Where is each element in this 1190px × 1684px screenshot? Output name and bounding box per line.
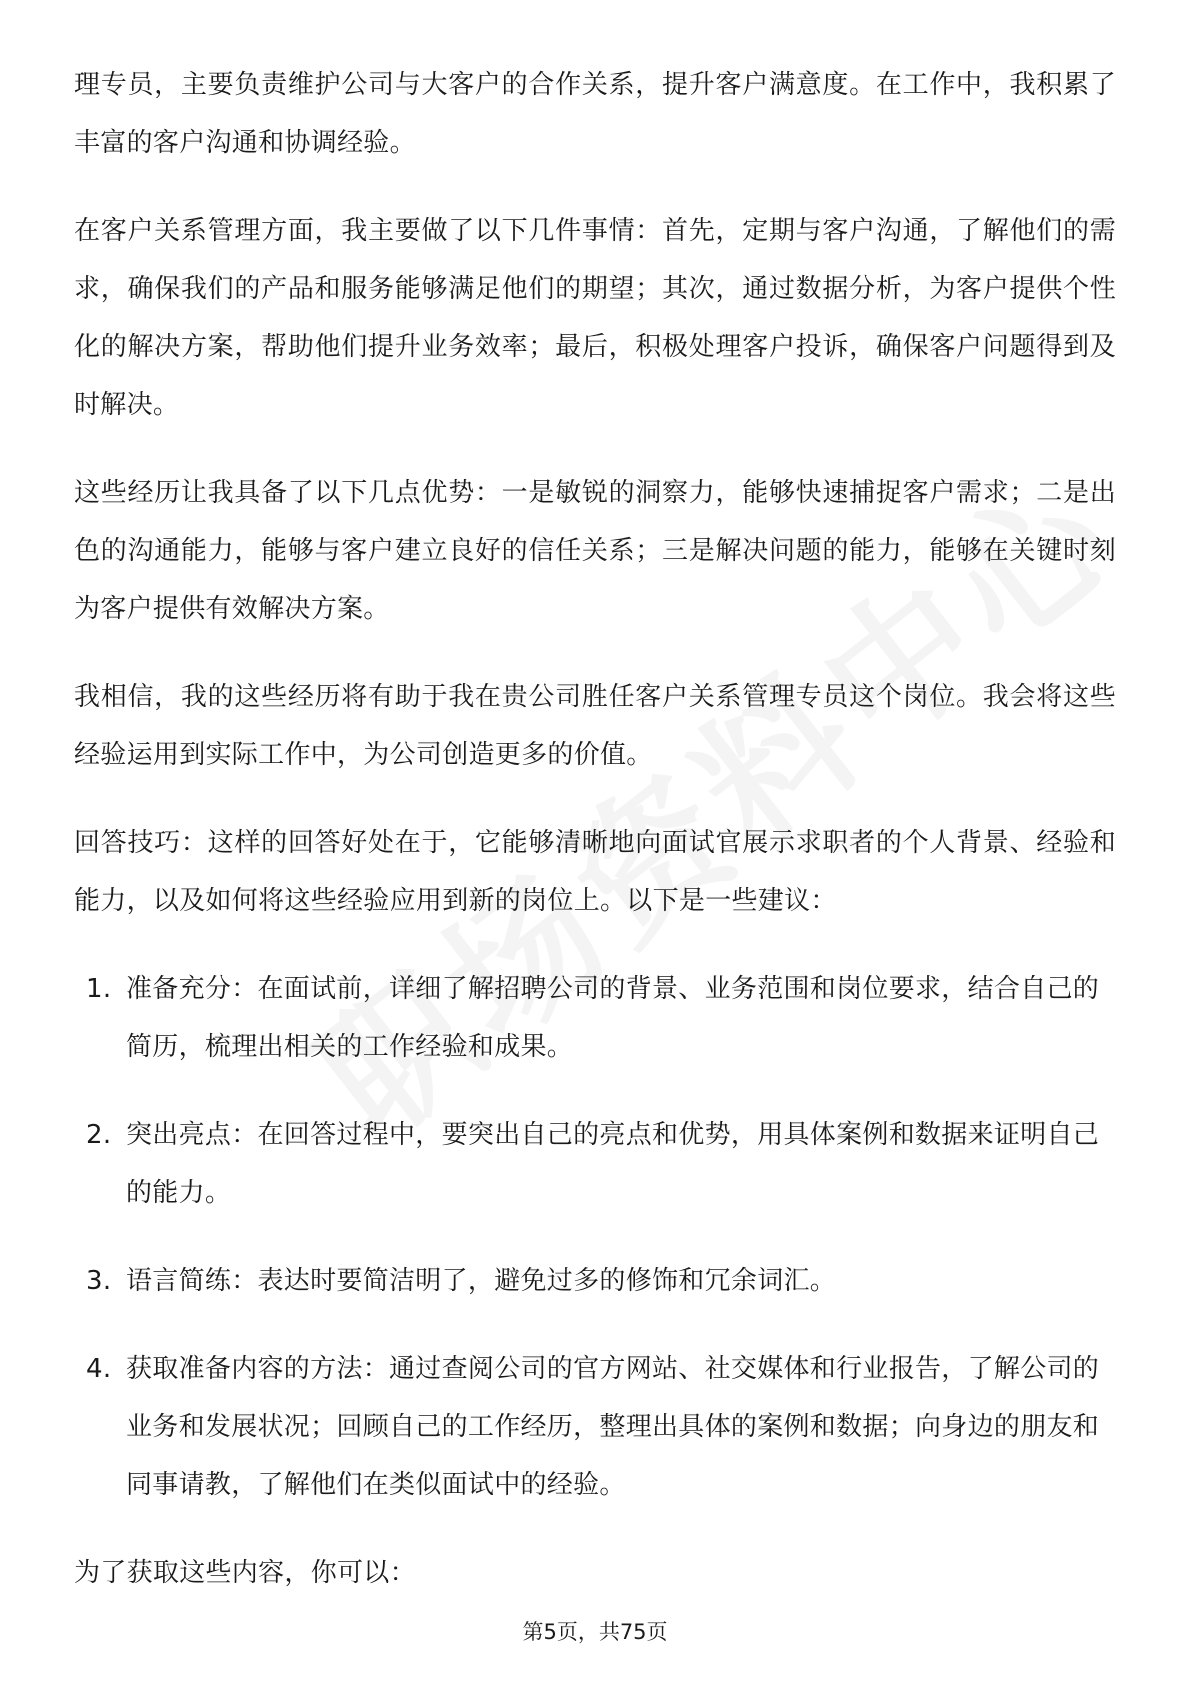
list-item-text: 语言简练：表达时要简洁明了，避免过多的修饰和冗余词汇。 <box>126 1266 837 1296</box>
page-number-footer: 第5页，共75页 <box>522 1620 668 1644</box>
list-item-text: 突出亮点：在回答过程中，要突出自己的亮点和优势，用具体案例和数据来证明自己的能力。 <box>126 1120 1100 1208</box>
list-item-text: 准备充分：在面试前，详细了解招聘公司的背景、业务范围和岗位要求，结合自己的简历，梳理出相关的工作经验和成果。 <box>126 974 1100 1062</box>
document-body <box>74 56 1116 1602</box>
tips-list <box>74 960 1116 1514</box>
list-item-number: 3. <box>86 1266 112 1296</box>
list-item-number: 4. <box>86 1354 112 1384</box>
paragraph-confidence: 我相信，我的这些经历将有助于我在贵公司胜任客户关系管理专员这个岗位。我会将这些经验运用到实际工作中，为公司创造更多的价值。 <box>74 682 1116 770</box>
list-item-number: 1. <box>86 974 112 1004</box>
list-item <box>74 1340 1116 1514</box>
paragraph-advantages: 这些经历让我具备了以下几点优势：一是敏锐的洞察力，能够快速捕捉客户需求；二是出色的沟通能力，能够与客户建立良好的信任关系；三是解决问题的能力，能够在关键时刻为客户提供有效解决方案。 <box>74 478 1116 624</box>
list-item <box>74 1252 1116 1310</box>
paragraph-intro: 理专员，主要负责维护公司与大客户的合作关系，提升客户满意度。在工作中，我积累了丰富的客户沟通和协调经验。 <box>74 70 1116 158</box>
paragraph-closing: 为了获取这些内容，你可以： <box>74 1558 416 1588</box>
list-item-text: 获取准备内容的方法：通过查阅公司的官方网站、社交媒体和行业报告，了解公司的业务和发展状况；回顾自己的工作经历，整理出具体的案例和数据；向身边的朋友和同事请教，了解他们在类似面试中的经验。 <box>126 1354 1100 1500</box>
paragraph-tips: 回答技巧：这样的回答好处在于，它能够清晰地向面试官展示求职者的个人背景、经验和能力，以及如何将这些经验应用到新的岗位上。以下是一些建议： <box>74 828 1116 916</box>
list-item <box>74 1106 1116 1222</box>
paragraph-crm-work: 在客户关系管理方面，我主要做了以下几件事情：首先，定期与客户沟通，了解他们的需求，确保我们的产品和服务能够满足他们的期望；其次，通过数据分析，为客户提供个性化的解决方案，帮助他们提升业务效率；最后，积极处理客户投诉，确保客户问题得到及时解决。 <box>74 216 1116 420</box>
list-item <box>74 960 1116 1076</box>
list-item-number: 2. <box>86 1120 112 1150</box>
